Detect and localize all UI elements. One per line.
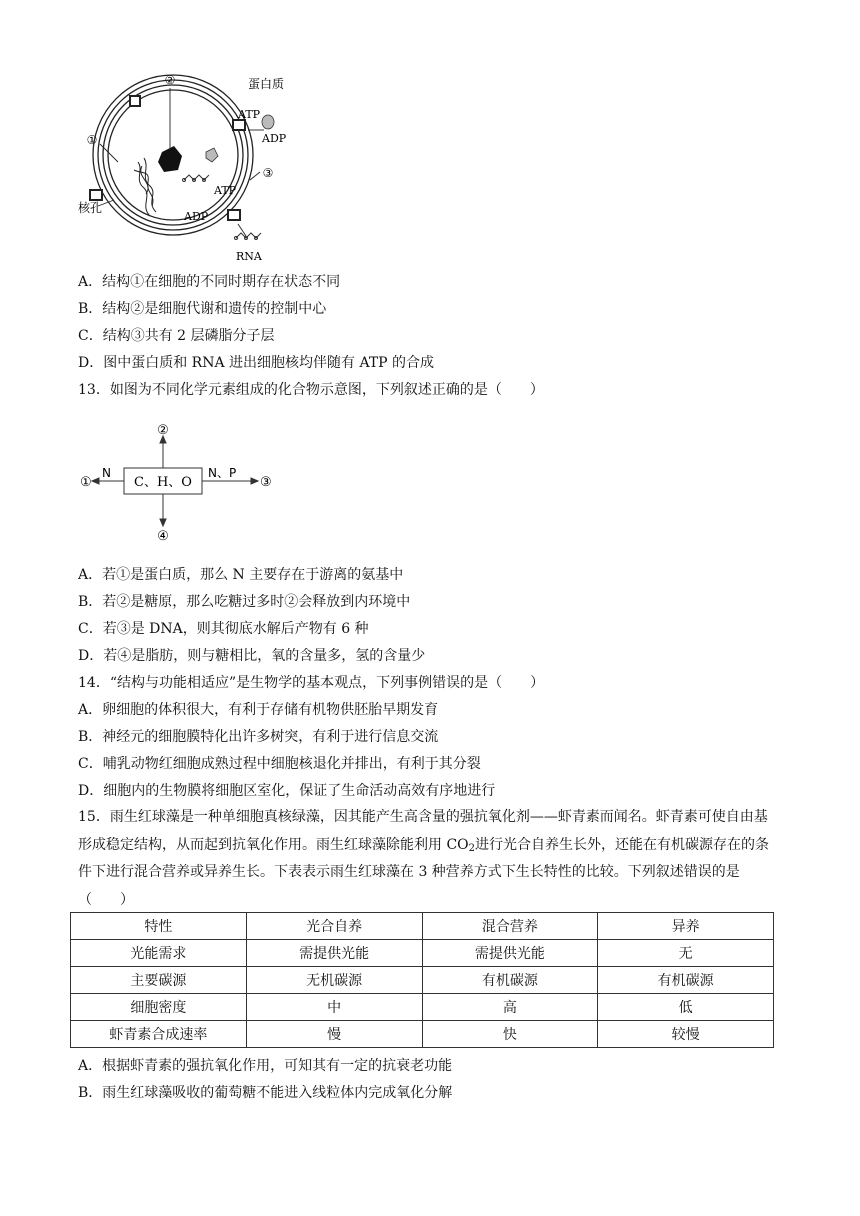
table-cell: 需提供光能: [422, 940, 598, 967]
q15-option-a: A．根据虾青素的强抗氧化作用，可知其有一定的抗衰老功能: [78, 1058, 453, 1074]
q15-stem-subscript: 2: [468, 842, 476, 854]
q14-option-b: B．神经元的细胞膜特化出许多树突，有利于进行信息交流: [78, 729, 439, 745]
nuclear-pore-left: [90, 190, 102, 200]
q12-option-d: D．图中蛋白质和 RNA 进出细胞核均伴随有 ATP 的合成: [78, 355, 435, 371]
q12-option-b: B．结构②是细胞代谢和遗传的控制中心: [78, 301, 327, 317]
table-cell: 快: [422, 1021, 598, 1048]
table-header-cell: 特性: [71, 913, 247, 940]
table-cell: 中: [246, 994, 422, 1021]
table-cell: 无: [598, 940, 774, 967]
table-cell: 有机碳源: [422, 967, 598, 994]
label-rna: RNA: [236, 250, 262, 263]
table-cell: 需提供光能: [246, 940, 422, 967]
table-row: [71, 940, 774, 967]
table-header-cell: 异养: [598, 913, 774, 940]
nucleus-diagram: [78, 70, 308, 270]
label-np-right: N、P: [208, 466, 237, 480]
q13-option-d: D．若④是脂肪，则与糖相比，氧的含量多，氢的含量少: [78, 648, 426, 664]
label-adp-top: ADP: [262, 132, 287, 145]
table-cell: 慢: [246, 1021, 422, 1048]
table-cell: 低: [598, 994, 774, 1021]
label-c2: ②: [157, 423, 169, 438]
table-cell: 有机碳源: [598, 967, 774, 994]
nuclear-pore-top-right: [233, 120, 245, 130]
q15-stem-part-b: 进行光合自养生长外，还能在有机碳源存在的条件下进行混合营养或异养生长。下表表示雨生红球藻在 3 种营养方式下生长特性的比较。下列叙述错误的是（ ）: [78, 836, 770, 908]
q13-stem: 13．如图为不同化学元素组成的化合物示意图，下列叙述正确的是（ ）: [78, 382, 544, 398]
protein-outside: [262, 115, 274, 129]
table-row: [71, 967, 774, 994]
label-circle-1: ①: [86, 133, 98, 147]
label-atp-top: ATP: [238, 108, 261, 121]
label-atp-bottom: ATP: [214, 184, 237, 197]
table-header-row: [71, 913, 774, 940]
label-c1: ①: [80, 475, 92, 490]
label-c4: ④: [157, 529, 169, 544]
q15-table: [70, 912, 774, 1048]
rna-strand-inside: [183, 175, 210, 182]
table-cell: 高: [422, 994, 598, 1021]
q15-stem: [78, 804, 778, 914]
rna-strand-outside: [235, 233, 262, 240]
element-compound-diagram: [78, 420, 298, 545]
label-n-left: N: [102, 466, 111, 480]
table-row: [71, 1021, 774, 1048]
q15-stem-part-a: 15．雨生红球藻是一种单细胞真核绿藻，因其能产生高含量的强抗氧化剂——虾青素而闻名。虾青素可使自由基形成稳定结构，从而起到抗氧化作用。雨生红球藻除能利用 CO: [78, 809, 768, 853]
table-row: [71, 994, 774, 1021]
label-protein: 蛋白质: [248, 77, 285, 91]
table-header-cell: 光合自养: [246, 913, 422, 940]
table-cell: 主要碳源: [71, 967, 247, 994]
q14-option-a: A．卵细胞的体积很大，有利于存储有机物供胚胎早期发育: [78, 702, 439, 718]
q13-option-b: B．若②是糖原，那么吃糖过多时②会释放到内环境中: [78, 594, 411, 610]
table-header-cell: 混合营养: [422, 913, 598, 940]
center-label: C、H、O: [134, 475, 192, 490]
chromatin: [134, 158, 156, 216]
nuclear-pore-top-left: [130, 96, 140, 106]
table-cell: 光能需求: [71, 940, 247, 967]
table-cell: 无机碳源: [246, 967, 422, 994]
q13-option-a: A．若①是蛋白质，那么 N 主要存在于游离的氨基中: [78, 567, 404, 583]
q14-option-d: D．细胞内的生物膜将细胞区室化，保证了生命活动高效有序地进行: [78, 783, 496, 799]
label-circle-2: ②: [164, 73, 176, 87]
q14-stem: 14．“结构与功能相适应”是生物学的基本观点，下列事例错误的是（ ）: [78, 675, 545, 691]
label-c3: ③: [260, 475, 272, 490]
q12-option-c: C．结构③共有 2 层磷脂分子层: [78, 328, 275, 344]
q15-option-b: B．雨生红球藻吸收的葡萄糖不能进入线粒体内完成氧化分解: [78, 1085, 453, 1101]
label-pore: 核孔: [78, 201, 103, 215]
q12-option-a: A．结构①在细胞的不同时期存在状态不同: [78, 274, 341, 290]
label-circle-3: ③: [262, 166, 274, 180]
table-cell: 较慢: [598, 1021, 774, 1048]
nuclear-pore-bottom-right: [228, 210, 240, 220]
table-cell: 细胞密度: [71, 994, 247, 1021]
protein-fragment-inside: [206, 148, 218, 162]
label-adp-bottom: ADP: [184, 210, 209, 223]
q14-option-c: C．哺乳动物红细胞成熟过程中细胞核退化并排出，有利于其分裂: [78, 756, 481, 772]
table-cell: 虾青素合成速率: [71, 1021, 247, 1048]
q13-option-c: C．若③是 DNA，则其彻底水解后产物有 6 种: [78, 621, 369, 637]
